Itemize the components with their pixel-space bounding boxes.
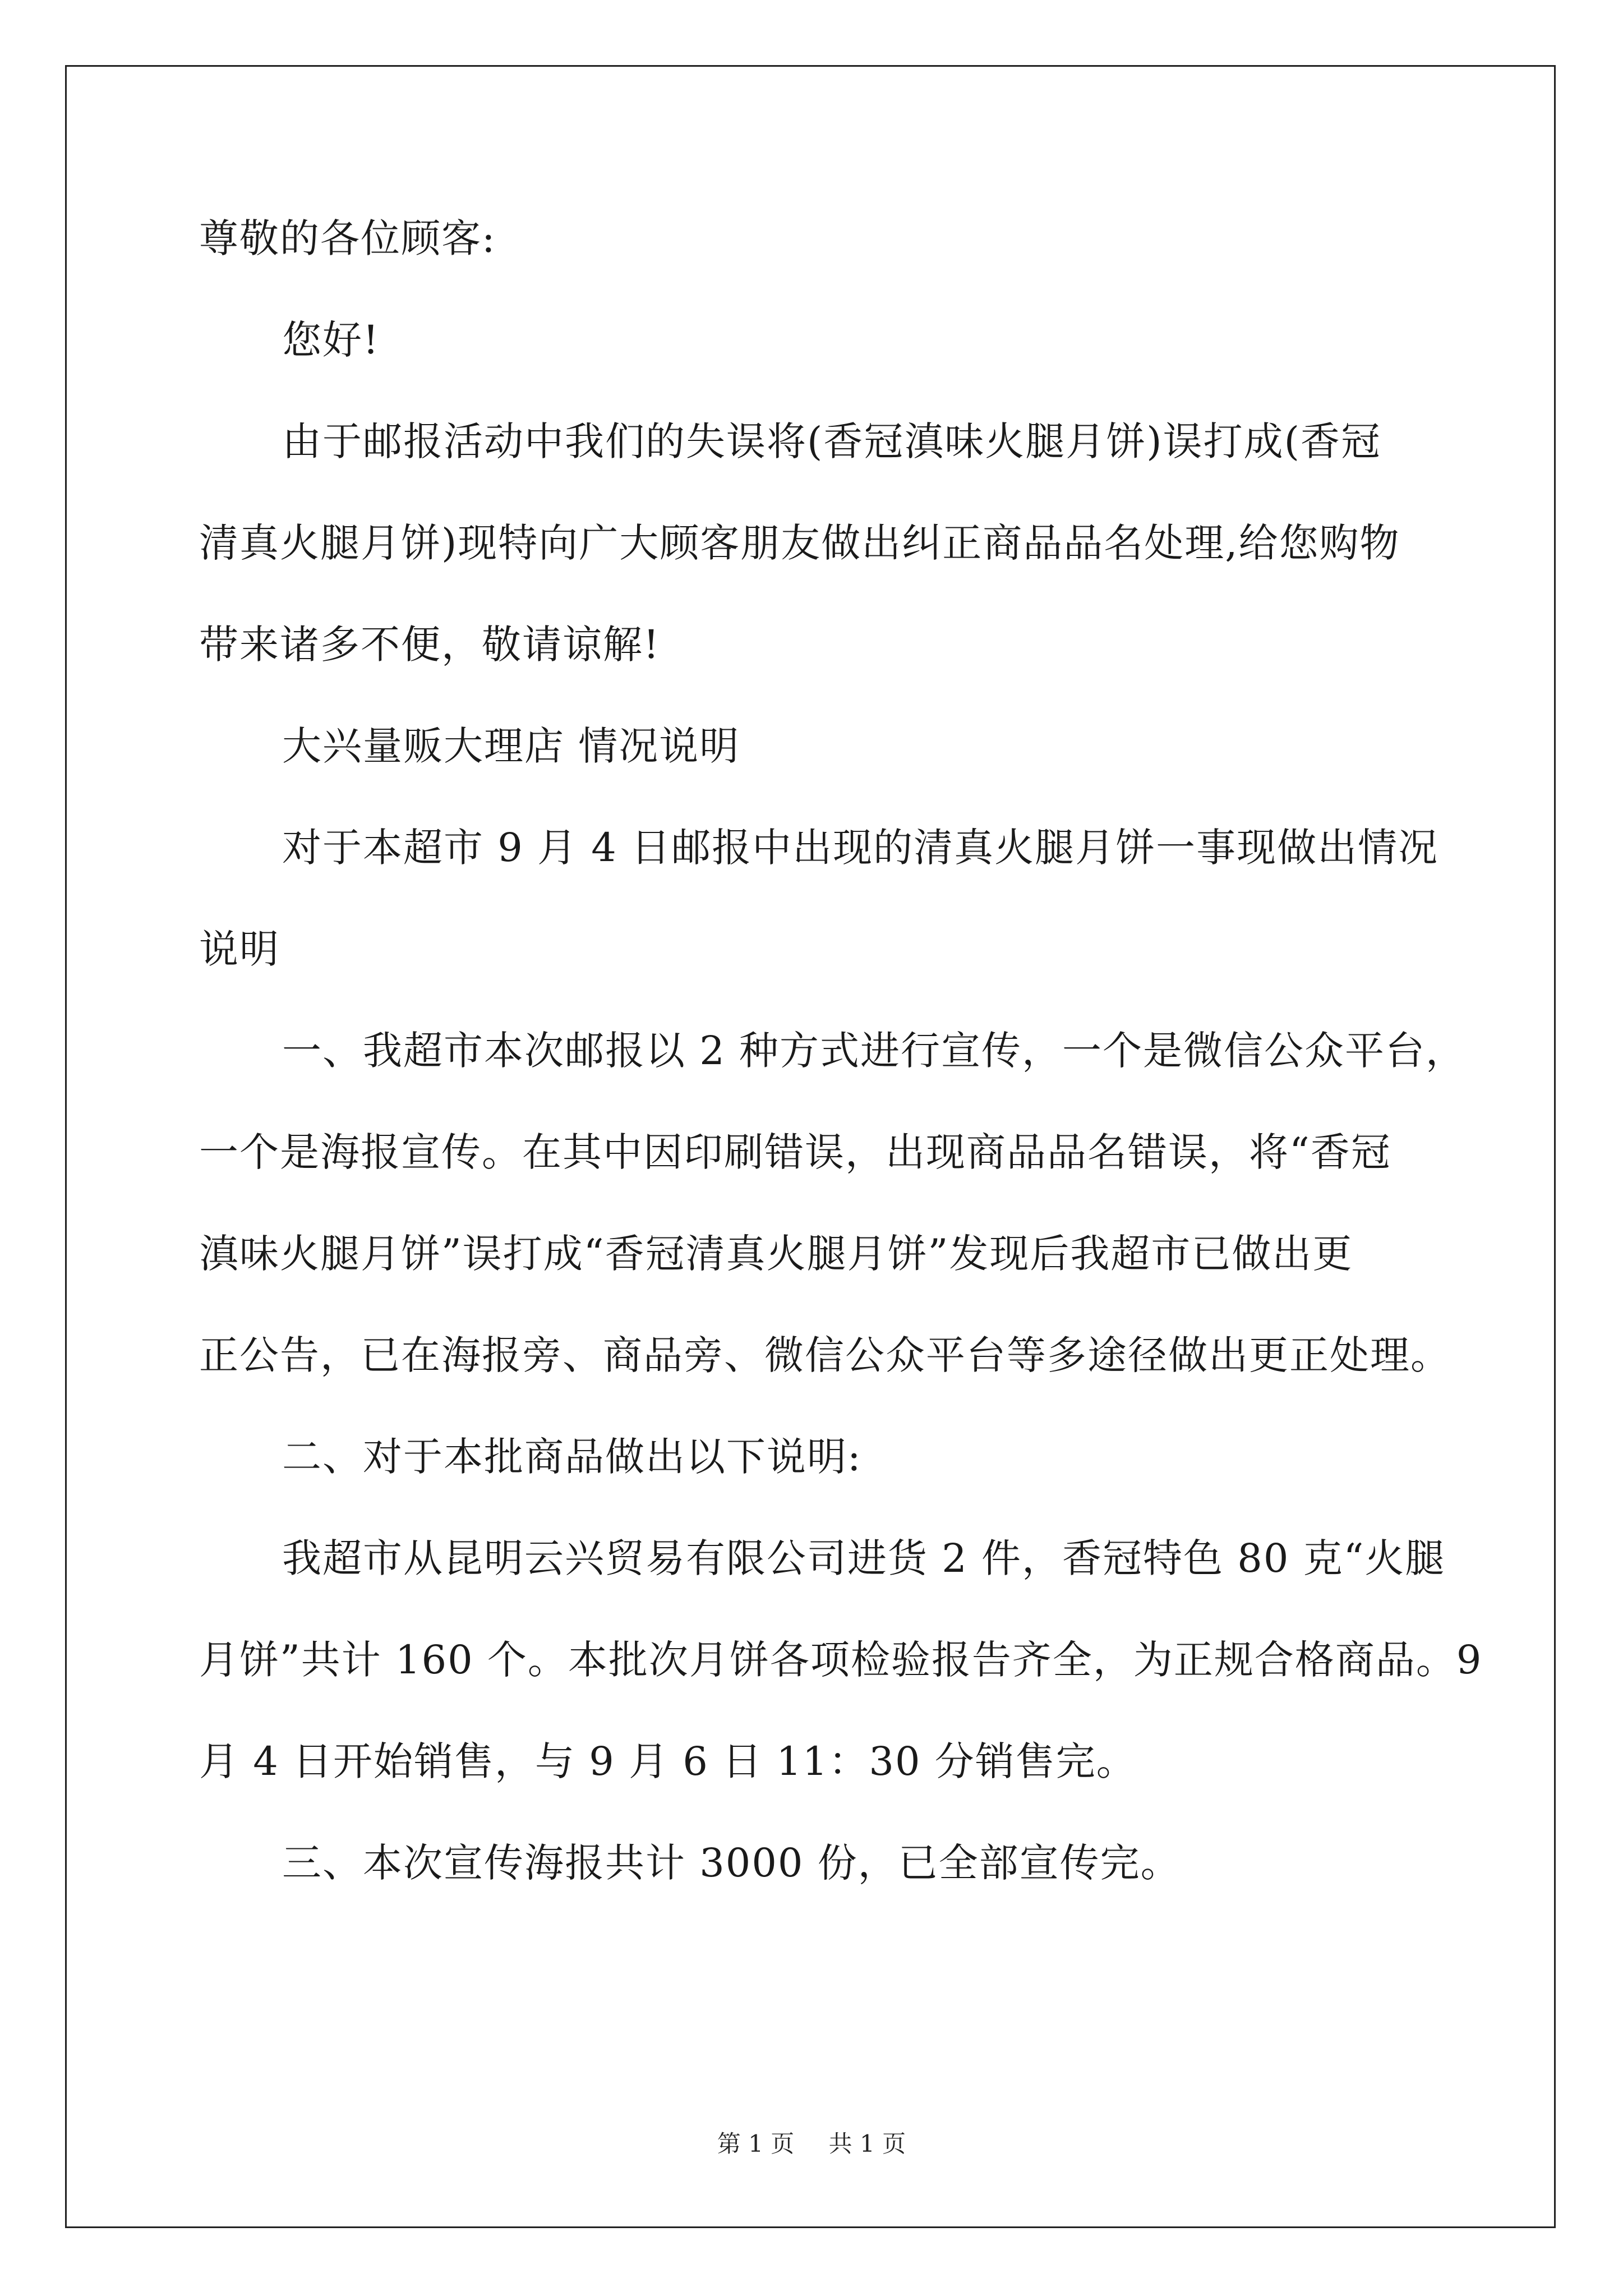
paragraph-line: 对于本超市 9 月 4 日邮报中出现的清真火腿月饼一事现做出情况 bbox=[282, 825, 1439, 871]
paragraph-line: 由于邮报活动中我们的失误将(香冠滇味火腿月饼)误打成(香冠 bbox=[282, 418, 1381, 464]
paragraph-line: 二、对于本批商品做出以下说明: bbox=[282, 1434, 862, 1480]
paragraph-line: 清真火腿月饼)现特向广大顾客朋友做出纠正商品品名处理,给您购物 bbox=[199, 520, 1400, 566]
paragraph-line: 说明 bbox=[199, 926, 280, 972]
paragraph-line: 三、本次宣传海报共计 3000 份，已全部宣传完。 bbox=[282, 1840, 1181, 1886]
paragraph-line: 一、我超市本次邮报以 2 种方式进行宣传，一个是微信公众平台， bbox=[282, 1028, 1467, 1074]
section-heading: 大兴量贩大理店 情况说明 bbox=[282, 723, 740, 769]
paragraph-line: 带来诸多不便，敬请谅解! bbox=[199, 622, 661, 668]
paragraph-line: 月 4 日开始销售，与 9 月 6 日 11：30 分销售完。 bbox=[199, 1738, 1137, 1784]
paragraph-line: 我超市从昆明云兴贸易有限公司进货 2 件，香冠特色 80 克“火腿 bbox=[282, 1535, 1446, 1581]
paragraph-line: 月饼”共计 160 个。本批次月饼各项检验报告齐全，为正规合格商品。9 bbox=[199, 1637, 1483, 1683]
page-total: 共 1 页 bbox=[828, 2130, 906, 2157]
salutation-line: 尊敬的各位顾客: bbox=[199, 215, 496, 261]
greeting-line: 您好! bbox=[282, 317, 380, 363]
page-number: 第 1 页 bbox=[717, 2130, 795, 2157]
page-footer bbox=[0, 2127, 1623, 2161]
paragraph-line: 一个是海报宣传。在其中因印刷错误，出现商品品名错误，将“香冠 bbox=[199, 1129, 1391, 1175]
paragraph-line: 正公告，已在海报旁、商品旁、微信公众平台等多途径做出更正处理。 bbox=[199, 1332, 1451, 1378]
paragraph-line: 滇味火腿月饼”误打成“香冠清真火腿月饼”发现后我超市已做出更 bbox=[199, 1231, 1353, 1277]
